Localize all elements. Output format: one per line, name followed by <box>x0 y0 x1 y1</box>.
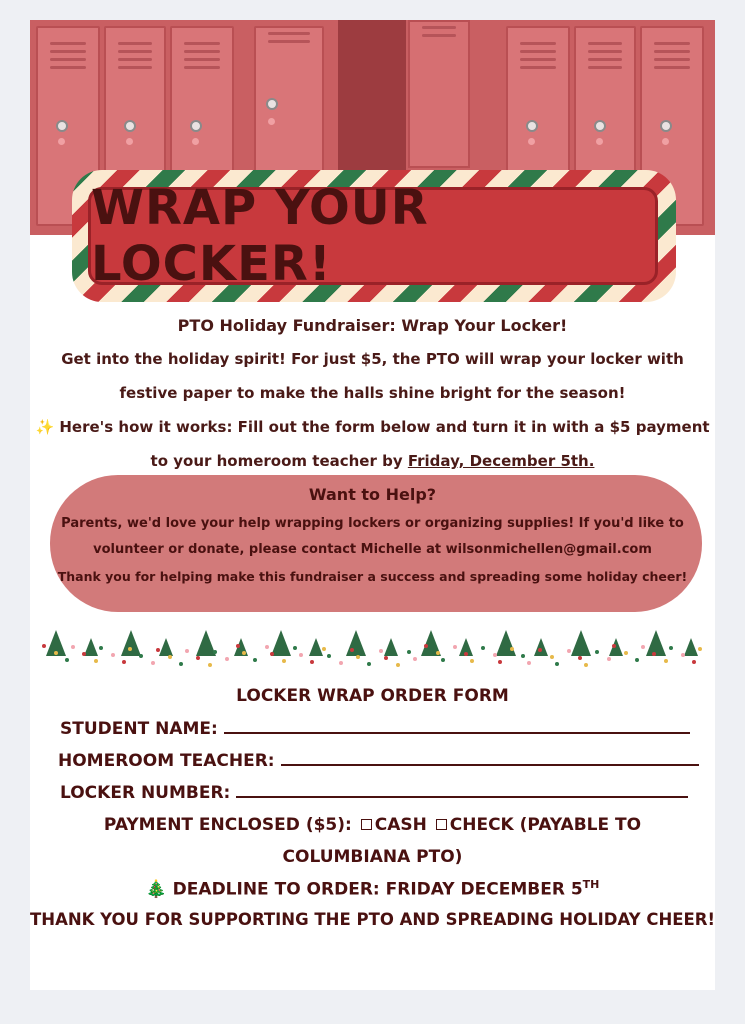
ornament-dot <box>379 649 383 653</box>
ornament-dot <box>293 646 297 650</box>
ornament-dot <box>521 654 525 658</box>
how-it-works-text: Here's how it works: Fill out the form below and turn it in with a $5 payment <box>54 418 710 436</box>
ornament-dot <box>407 650 411 654</box>
lock-icon <box>526 120 538 132</box>
christmas-tree-border <box>42 630 712 668</box>
open-locker-interior <box>338 20 406 170</box>
tree-icon <box>496 630 516 656</box>
ornament-dot <box>54 651 58 655</box>
ornament-dot <box>242 651 246 655</box>
christmas-tree-icon: 🎄 <box>145 879 167 900</box>
locker-number-label: LOCKER NUMBER: <box>60 783 231 803</box>
ornament-dot <box>265 645 269 649</box>
flyer-page <box>30 20 715 990</box>
ornament-dot <box>71 645 75 649</box>
cash-label: CASH <box>374 815 427 835</box>
ornament-dot <box>550 655 554 659</box>
student-name-row <box>60 718 690 739</box>
student-name-field[interactable] <box>224 718 690 734</box>
ornament-dot <box>356 655 360 659</box>
ornament-dot <box>664 659 668 663</box>
intro-line-4 <box>30 452 715 470</box>
how-it-works <box>30 418 715 436</box>
check-label: CHECK (PAYABLE TO <box>449 815 642 835</box>
payment-row <box>30 815 715 835</box>
ornament-dot <box>327 654 331 658</box>
tree-icon <box>571 630 591 656</box>
ornament-dot <box>681 653 685 657</box>
ornament-dot <box>538 648 542 652</box>
ornament-dot <box>481 646 485 650</box>
ornament-dot <box>310 660 314 664</box>
ornament-dot <box>270 652 274 656</box>
ornament-dot <box>208 663 212 667</box>
ornament-dot <box>185 649 189 653</box>
ornament-dot <box>470 659 474 663</box>
ornament-dot <box>669 646 673 650</box>
check-checkbox[interactable] <box>436 819 447 830</box>
ornament-dot <box>253 658 257 662</box>
ornament-dot <box>99 646 103 650</box>
intro-line-4-text: to your homeroom teacher by <box>150 452 408 470</box>
ornament-dot <box>225 657 229 661</box>
intro-line-2: festive paper to make the halls shine bright for the season! <box>119 384 626 402</box>
ornament-dot <box>652 652 656 656</box>
tree-icon <box>309 638 323 656</box>
ornament-dot <box>498 660 502 664</box>
lock-icon <box>124 120 136 132</box>
ornament-dot <box>299 653 303 657</box>
lock-icon <box>56 120 68 132</box>
homeroom-field[interactable] <box>281 750 699 766</box>
help-line-2: volunteer or donate, please contact Michelle at wilsonmichellen@gmail.com <box>93 542 652 557</box>
help-line-1: Parents, we'd love your help wrapping lockers or organizing supplies! If you'd like to <box>61 516 684 531</box>
homeroom-label: HOMEROOM TEACHER: <box>58 751 275 771</box>
ornament-dot <box>42 644 46 648</box>
ornament-dot <box>322 647 326 651</box>
student-name-label: STUDENT NAME: <box>60 719 218 739</box>
lock-icon <box>266 98 278 110</box>
tree-icon <box>684 638 698 656</box>
payee: COLUMBIANA PTO) <box>282 847 463 867</box>
ornament-dot <box>510 647 514 651</box>
ornament-dot <box>567 649 571 653</box>
ornament-dot <box>493 653 497 657</box>
lock-icon <box>190 120 202 132</box>
ornament-dot <box>236 644 240 648</box>
ornament-dot <box>527 661 531 665</box>
sparkle-icon: ✨ <box>35 418 55 436</box>
tree-icon <box>159 638 173 656</box>
ornament-dot <box>635 658 639 662</box>
ornament-dot <box>578 656 582 660</box>
ornament-dot <box>424 644 428 648</box>
ornament-dot <box>196 656 200 660</box>
ornament-dot <box>367 662 371 666</box>
payment-label: PAYMENT ENCLOSED ($5): <box>103 815 352 835</box>
deadline-date: Friday, December 5th. <box>407 452 595 470</box>
ornament-dot <box>595 650 599 654</box>
ornament-dot <box>384 656 388 660</box>
ornament-dot <box>584 663 588 667</box>
flyer-title: WRAP YOUR LOCKER! <box>91 180 429 292</box>
ornament-dot <box>624 651 628 655</box>
ornament-dot <box>213 650 217 654</box>
ornament-dot <box>339 661 343 665</box>
lock-icon <box>660 120 672 132</box>
ornament-dot <box>612 644 616 648</box>
help-title: Want to Help? <box>308 485 437 504</box>
tree-icon <box>346 630 366 656</box>
ornament-dot <box>111 653 115 657</box>
tree-icon <box>534 638 548 656</box>
locker-number-row <box>60 782 688 803</box>
ornament-dot <box>464 652 468 656</box>
locker-number-field[interactable] <box>236 782 688 798</box>
ornament-dot <box>641 645 645 649</box>
order-deadline <box>30 878 715 900</box>
tree-icon <box>271 630 291 656</box>
intro-heading: PTO Holiday Fundraiser: Wrap Your Locker! <box>177 316 568 335</box>
thank-you: THANK YOU FOR SUPPORTING THE PTO AND SPREADING HOLIDAY CHEER! <box>30 910 715 929</box>
ornament-dot <box>607 657 611 661</box>
ornament-dot <box>139 654 143 658</box>
ornament-dot <box>413 657 417 661</box>
ornament-dot <box>65 658 69 662</box>
ornament-dot <box>396 663 400 667</box>
tree-icon <box>646 630 666 656</box>
open-locker-door <box>408 20 470 168</box>
ornament-dot <box>555 662 559 666</box>
ornament-dot <box>128 647 132 651</box>
ornament-dot <box>122 660 126 664</box>
ornament-dot <box>692 660 696 664</box>
ornament-dot <box>168 655 172 659</box>
cash-checkbox[interactable] <box>361 819 372 830</box>
help-line-3: Thank you for helping make this fundraiser a success and spreading some holiday cheer! <box>57 569 688 584</box>
ornament-dot <box>282 659 286 663</box>
ornament-dot <box>350 648 354 652</box>
lock-icon <box>594 120 606 132</box>
ornament-dot <box>151 661 155 665</box>
ornament-dot <box>436 651 440 655</box>
order-deadline-text: DEADLINE TO ORDER: FRIDAY DECEMBER 5 <box>166 879 583 900</box>
order-deadline-suffix: TH <box>582 878 600 891</box>
order-form-title: LOCKER WRAP ORDER FORM <box>236 686 509 706</box>
tree-icon <box>121 630 141 656</box>
ornament-dot <box>441 658 445 662</box>
ornament-dot <box>698 647 702 651</box>
title-plate <box>88 180 658 292</box>
tree-icon <box>384 638 398 656</box>
ornament-dot <box>94 659 98 663</box>
ornament-dot <box>82 652 86 656</box>
ornament-dot <box>453 645 457 649</box>
homeroom-row <box>58 750 699 771</box>
intro-line-1: Get into the holiday spirit! For just $5, the PTO will wrap your locker with <box>61 350 684 368</box>
ornament-dot <box>156 648 160 652</box>
ornament-dot <box>179 662 183 666</box>
